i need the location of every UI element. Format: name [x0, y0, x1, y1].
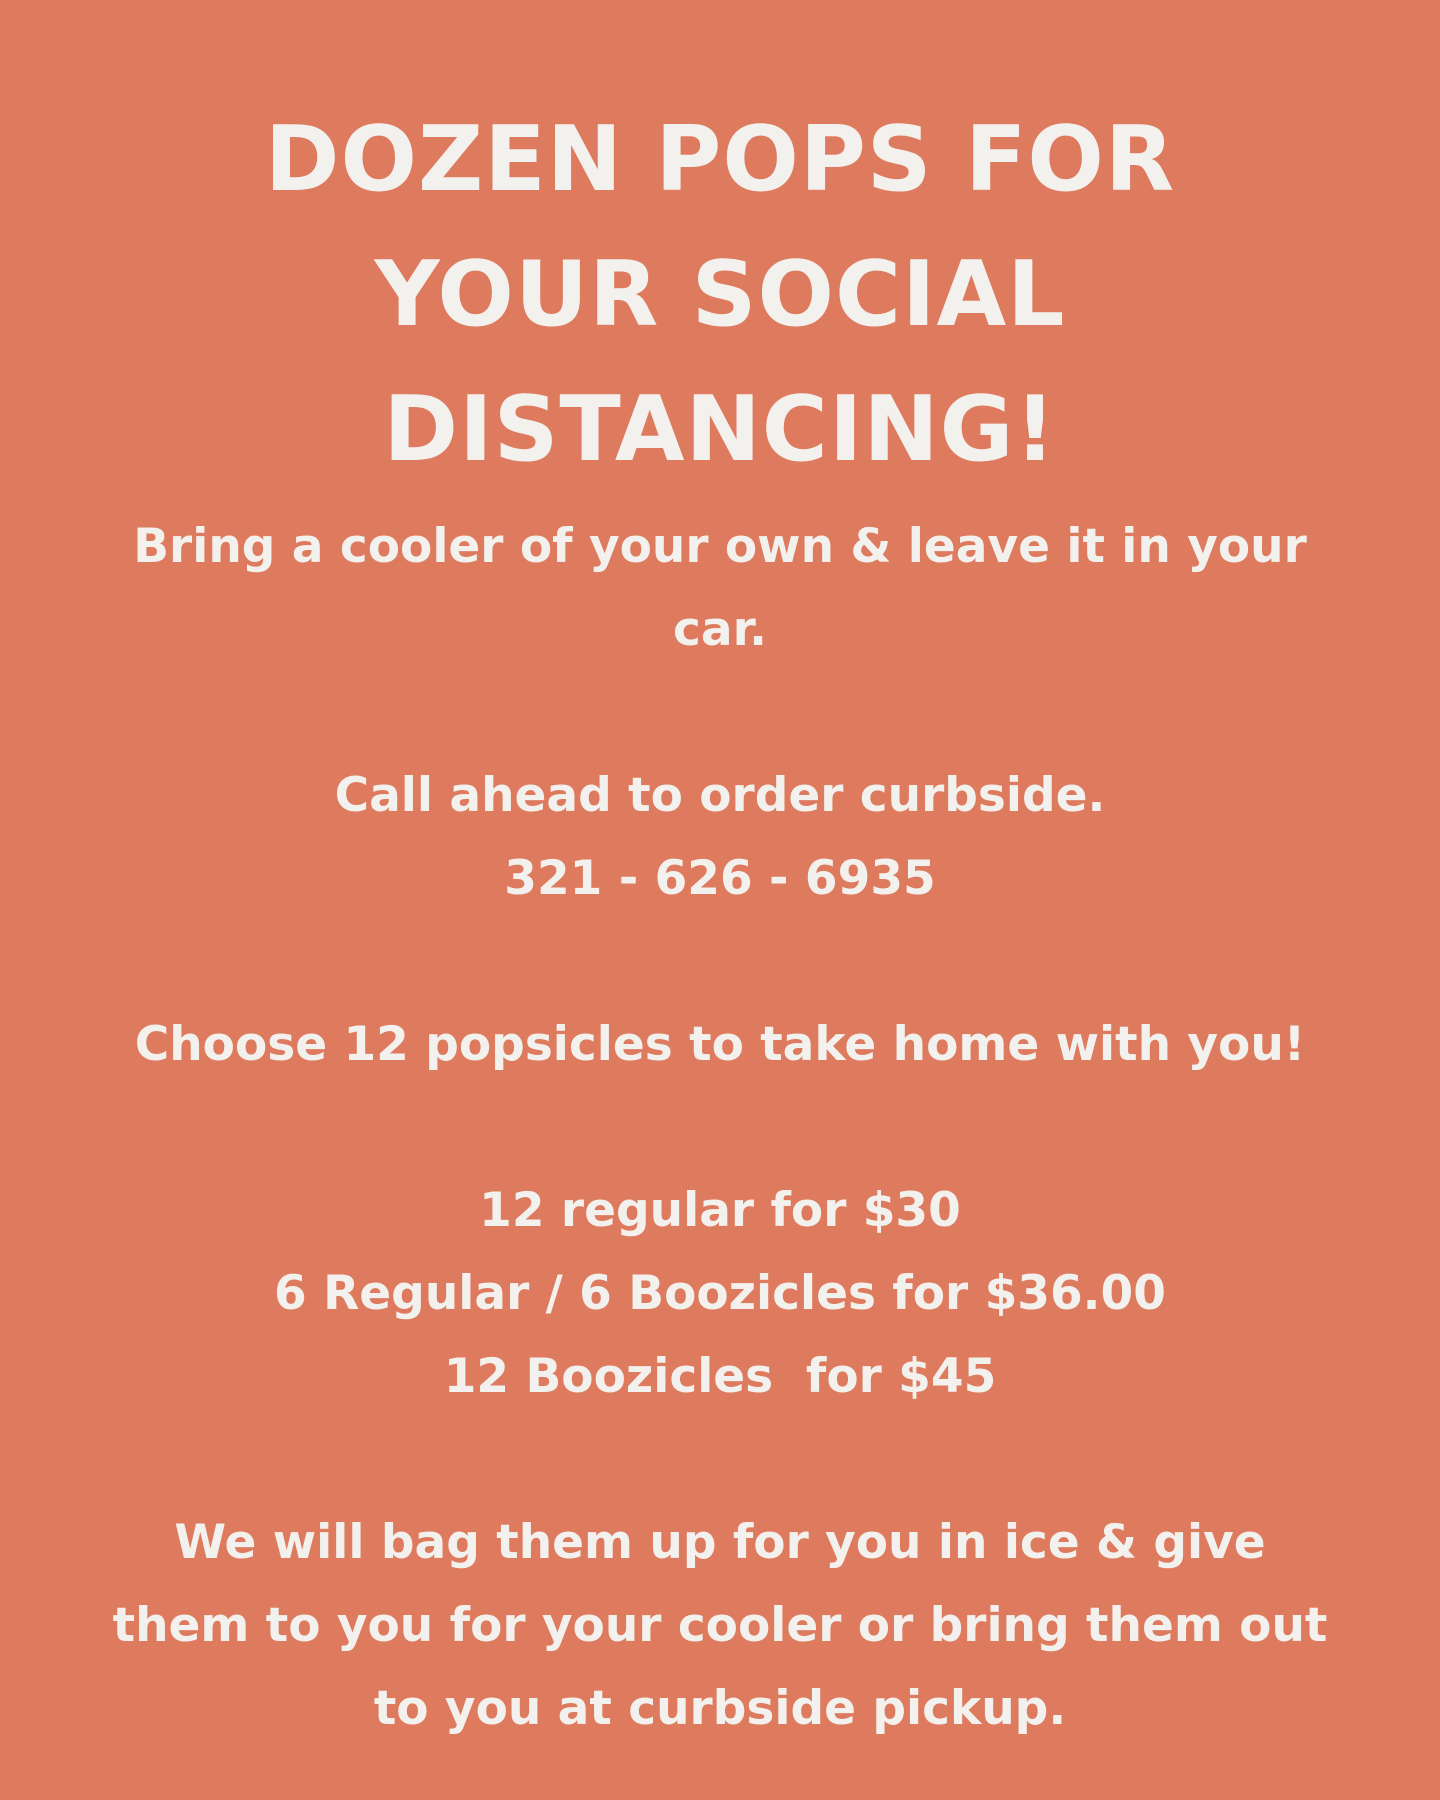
price-regular: 12 regular for $30: [479, 1183, 961, 1238]
section-spacer: [0, 671, 1440, 754]
section-spacer: [0, 920, 1440, 1003]
headline-line-3: DISTANCING!: [383, 377, 1057, 482]
price-boozicles: 12 Boozicles for $45: [443, 1349, 997, 1404]
section-spacer: [0, 1086, 1440, 1169]
pickup-info-line-2: them to you for your cooler or bring them out: [112, 1598, 1328, 1653]
poster-headline: [0, 92, 1440, 497]
price-mixed: 6 Regular / 6 Boozicles for $36.00: [274, 1266, 1166, 1321]
pickup-info-line-1: We will bag them up for you in ice & give: [174, 1515, 1266, 1570]
poster-body: [0, 505, 1440, 1750]
headline-line-2: YOUR SOCIAL: [374, 242, 1066, 347]
order-instruction: Call ahead to order curbside.: [334, 768, 1106, 823]
choose-instruction: Choose 12 popsicles to take home with you!: [134, 1017, 1306, 1072]
headline-line-1: DOZEN POPS FOR: [264, 107, 1176, 212]
cooler-instruction-line-2: car.: [673, 602, 767, 657]
phone-number: 321 - 626 - 6935: [504, 851, 936, 906]
pickup-info-line-3: to you at curbside pickup.: [373, 1681, 1067, 1736]
section-spacer: [0, 1418, 1440, 1501]
cooler-instruction-line-1: Bring a cooler of your own & leave it in your: [133, 519, 1307, 574]
